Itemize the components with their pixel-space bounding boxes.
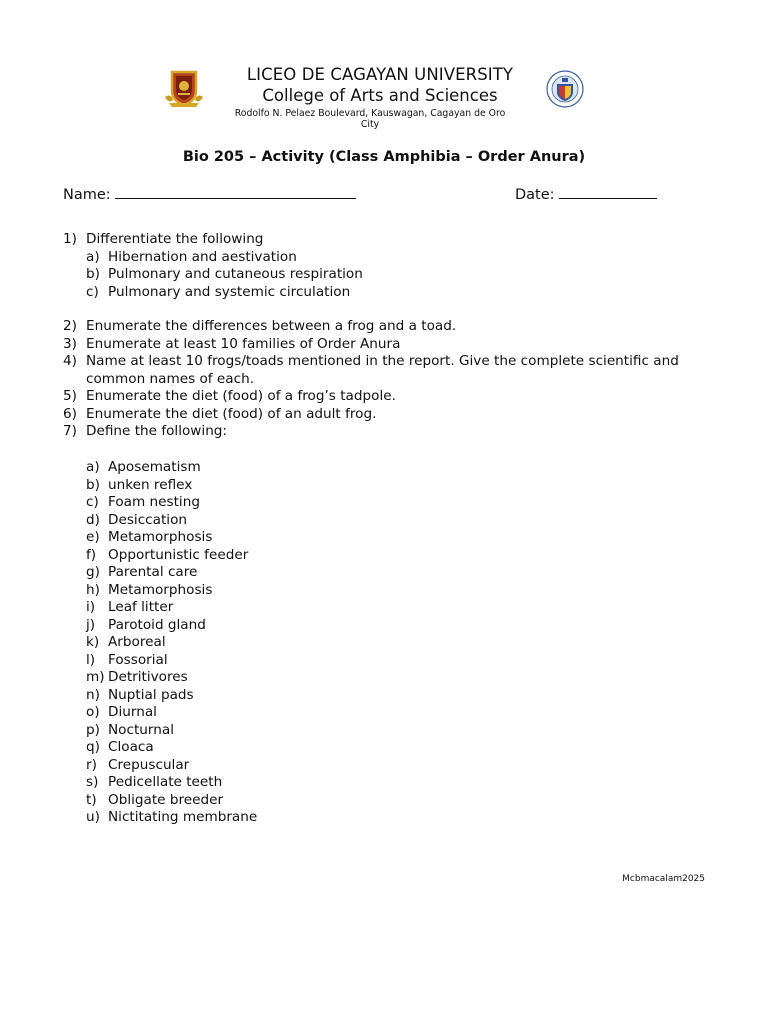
term-item — [63, 669, 703, 687]
term-item — [63, 722, 703, 740]
term-item — [63, 477, 703, 495]
question-row — [63, 336, 703, 354]
question-text: Enumerate the differences between a frog and a toad. — [86, 318, 457, 334]
term-text: Nictitating membrane — [108, 809, 258, 825]
term-text: Nocturnal — [108, 721, 174, 738]
question-row — [63, 423, 703, 441]
term-text: Parental care — [108, 564, 198, 580]
term-text: Opportunistic feeder — [108, 546, 249, 563]
term-letter: e) — [86, 529, 100, 545]
footer-credit: Mcbmacalam2025 — [622, 874, 705, 884]
question-number: 5) — [63, 388, 77, 404]
term-text: Metamorphosis — [108, 581, 213, 598]
term-text: Desiccation — [108, 511, 188, 528]
term-letter: j) — [86, 616, 96, 633]
address-line-1: Rodolfo N. Pelaez Boulevard, Kauswagan, Cagayan de Oro — [234, 108, 506, 119]
term-letter: c) — [86, 494, 99, 510]
item-text: Pulmonary and systemic circulation — [108, 283, 351, 300]
term-item — [63, 739, 703, 757]
address — [220, 108, 520, 130]
term-item — [63, 512, 703, 530]
question-row — [63, 406, 703, 424]
university-name: LICEO DE CAGAYAN UNIVERSITY — [246, 65, 514, 84]
term-text: Diurnal — [108, 704, 157, 720]
term-letter: o) — [86, 704, 100, 720]
question-list — [63, 318, 703, 441]
term-item — [63, 809, 703, 827]
term-text: Fossorial — [108, 651, 168, 668]
term-text: Foam nesting — [108, 494, 200, 510]
question-text: Enumerate the diet (food) of a frog’s tadpole. — [86, 388, 396, 404]
term-item — [63, 792, 703, 810]
term-text: Pedicellate teeth — [108, 774, 223, 790]
term-item — [63, 687, 703, 705]
question-number: 1) — [63, 231, 77, 247]
question-row — [63, 388, 703, 406]
term-item — [63, 652, 703, 670]
question-number: 3) — [63, 335, 77, 352]
term-text: Leaf litter — [108, 599, 174, 615]
term-text: unken reflex — [108, 476, 193, 493]
term-letter: d) — [86, 511, 100, 528]
term-text: Aposematism — [108, 459, 201, 475]
activity-title: Bio 205 – Activity (Class Amphibia – Order Anura) — [182, 149, 586, 165]
list-item — [63, 266, 703, 284]
term-letter: p) — [86, 721, 100, 738]
term-letter: n) — [86, 686, 100, 703]
term-letter: k) — [86, 634, 100, 650]
date-field — [515, 184, 657, 205]
question-text: Enumerate at least 10 families of Order Anura — [86, 335, 401, 352]
term-item — [63, 634, 703, 652]
term-letter: t) — [86, 791, 97, 808]
term-letter: b) — [86, 476, 100, 493]
date-label: Date: — [515, 187, 555, 203]
terms-list — [63, 459, 703, 827]
term-text: Parotoid gland — [108, 616, 206, 633]
question-row — [63, 231, 703, 249]
term-letter: g) — [86, 564, 100, 580]
term-letter: u) — [86, 809, 100, 825]
question-text: Define the following: — [86, 423, 228, 439]
term-letter: r) — [86, 756, 97, 773]
term-item — [63, 704, 703, 722]
term-text: Cloaca — [108, 739, 154, 755]
name-blank — [115, 184, 356, 199]
term-text: Nuptial pads — [108, 686, 194, 703]
term-item — [63, 459, 703, 477]
term-letter: s) — [86, 774, 99, 790]
term-item — [63, 547, 703, 565]
term-letter: a) — [86, 459, 100, 475]
term-item — [63, 494, 703, 512]
item-text: Pulmonary and cutaneous respiration — [108, 266, 363, 282]
term-item — [63, 529, 703, 547]
term-item — [63, 774, 703, 792]
name-label: Name: — [63, 187, 111, 203]
term-text: Crepuscular — [108, 756, 190, 773]
question-number: 6) — [63, 405, 77, 422]
term-text: Detritivores — [108, 669, 188, 685]
term-item — [63, 564, 703, 582]
item-letter: a) — [86, 248, 100, 265]
address-line-2: City — [360, 119, 380, 130]
term-text: Arboreal — [108, 634, 166, 650]
question-1 — [63, 231, 703, 301]
question-number: 2) — [63, 318, 77, 334]
name-field — [63, 184, 356, 205]
question-number: 4) — [63, 353, 77, 369]
question-text: Differentiate the following — [86, 231, 264, 247]
question-row — [63, 318, 703, 336]
question-number: 7) — [63, 423, 77, 439]
term-item — [63, 599, 703, 617]
term-text: Obligate breeder — [108, 791, 224, 808]
term-item — [63, 617, 703, 635]
term-letter: l) — [86, 651, 96, 668]
item-letter: b) — [86, 266, 100, 282]
term-letter: f) — [86, 546, 97, 563]
term-item — [63, 582, 703, 600]
item-text: Hibernation and aestivation — [108, 248, 297, 265]
term-text: Metamorphosis — [108, 529, 213, 545]
question-text: Enumerate the diet (food) of an adult frog. — [86, 405, 377, 422]
question-row — [63, 353, 703, 388]
item-letter: c) — [86, 283, 99, 300]
term-letter: m) — [86, 669, 105, 685]
college-name: College of Arts and Sciences — [262, 86, 498, 105]
date-blank — [559, 184, 657, 199]
list-item — [63, 249, 703, 267]
term-letter: i) — [86, 599, 96, 615]
term-letter: h) — [86, 581, 100, 598]
question-text: Name at least 10 frogs/toads mentioned in the report. Give the complete scientific and common names of each. — [86, 353, 679, 387]
list-item — [63, 284, 703, 302]
term-letter: q) — [86, 739, 100, 755]
term-item — [63, 757, 703, 775]
